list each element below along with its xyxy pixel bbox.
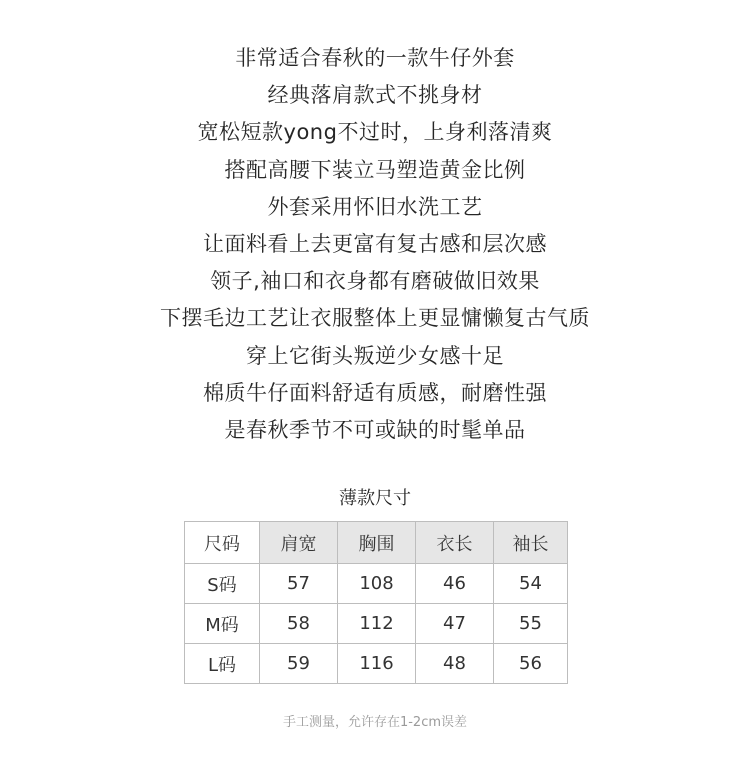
description-line: 搭配高腰下装立马塑造黄金比例: [224, 157, 526, 182]
description-line: 棉质牛仔面料舒适有质感，耐磨性强: [203, 380, 547, 405]
table-row: [185, 644, 568, 684]
measurement-note: 手工测量，允许存在1-2cm误差: [282, 715, 468, 730]
description-line: 领子,袖口和衣身都有磨破做旧效果: [210, 269, 540, 294]
header-shoulder-width: 肩宽: [260, 522, 338, 564]
table-cell: 56: [494, 644, 568, 684]
size-label: L码: [185, 644, 260, 684]
header-chest: 胸围: [338, 522, 416, 564]
table-cell: 47: [416, 604, 494, 644]
product-description: [0, 40, 750, 449]
description-line: 让面料看上去更富有复古感和层次感: [203, 231, 547, 256]
table-row: [185, 604, 568, 644]
table-cell: 46: [416, 564, 494, 604]
description-line: 穿上它街头叛逆少女感十足: [246, 343, 504, 368]
table-cell: 55: [494, 604, 568, 644]
size-chart-table: [184, 521, 568, 684]
table-cell: 112: [338, 604, 416, 644]
description-line: 外套采用怀旧水洗工艺: [267, 194, 483, 219]
description-line: 非常适合春秋的一款牛仔外套: [235, 46, 515, 70]
size-chart-title: 薄款尺寸: [339, 488, 411, 509]
table-cell: 58: [260, 604, 338, 644]
table-cell: 59: [260, 644, 338, 684]
size-label: S码: [185, 564, 260, 604]
table-header-row: [185, 522, 568, 564]
table-cell: 48: [416, 644, 494, 684]
header-sleeve-length: 袖长: [494, 522, 568, 564]
size-label: M码: [185, 604, 260, 644]
description-line: 经典落肩款式不挑身材: [267, 83, 483, 108]
header-size: 尺码: [185, 522, 260, 564]
header-length: 衣长: [416, 522, 494, 564]
description-line: 下摆毛边工艺让衣服整体上更显慵懒复古气质: [160, 306, 590, 331]
table-row: [185, 564, 568, 604]
description-line: 是春秋季节不可或缺的时髦单品: [224, 417, 526, 442]
table-cell: 57: [260, 564, 338, 604]
table-cell: 116: [338, 644, 416, 684]
description-line: 宽松短款yong不过时，上身利落清爽: [197, 120, 553, 145]
table-cell: 54: [494, 564, 568, 604]
table-cell: 108: [338, 564, 416, 604]
